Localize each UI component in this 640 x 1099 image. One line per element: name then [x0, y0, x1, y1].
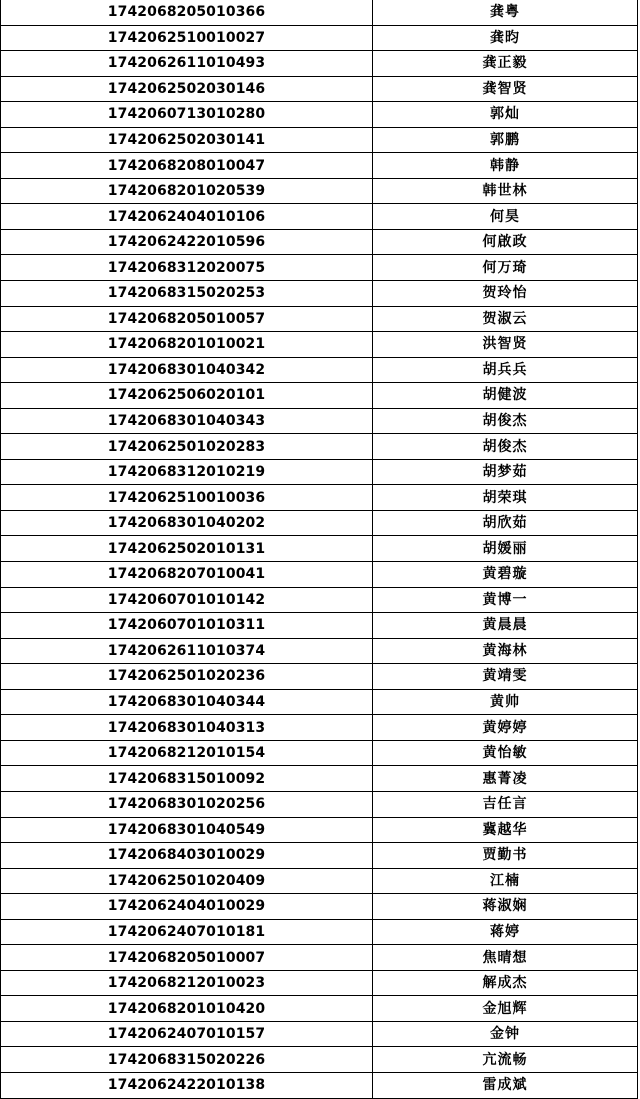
candidate-name-cell: 蒋婷 [373, 919, 638, 945]
candidate-id-cell: 1742068207010041 [1, 562, 373, 588]
candidate-name-cell: 胡媛丽 [373, 536, 638, 562]
candidate-name-cell: 龚正毅 [373, 51, 638, 77]
candidate-id-cell: 1742068201010420 [1, 996, 373, 1022]
candidate-id-cell: 1742068205010007 [1, 945, 373, 971]
candidate-id-cell: 1742060701010142 [1, 587, 373, 613]
table-row [1, 510, 638, 536]
candidate-name-cell: 吉任言 [373, 791, 638, 817]
candidate-id-cell: 1742062422010596 [1, 229, 373, 255]
candidate-id-cell: 1742068301040549 [1, 817, 373, 843]
table-row [1, 740, 638, 766]
candidate-name-cell: 金钟 [373, 1021, 638, 1047]
candidate-id-cell: 1742062502010131 [1, 536, 373, 562]
candidate-name-cell: 胡俊杰 [373, 434, 638, 460]
candidate-id-cell: 1742068205010057 [1, 306, 373, 332]
table-row [1, 485, 638, 511]
table-row [1, 766, 638, 792]
candidate-name-cell: 胡兵兵 [373, 357, 638, 383]
candidate-name-cell: 雷成斌 [373, 1072, 638, 1098]
candidate-id-cell: 1742062502030146 [1, 76, 373, 102]
candidate-id-cell: 1742062501020236 [1, 664, 373, 690]
table-row [1, 76, 638, 102]
candidate-name-cell: 金旭辉 [373, 996, 638, 1022]
candidate-name-cell: 冀越华 [373, 817, 638, 843]
candidate-id-cell: 1742068212010023 [1, 970, 373, 996]
candidate-id-cell: 1742068301040342 [1, 357, 373, 383]
candidate-name-cell: 惠菁凌 [373, 766, 638, 792]
candidate-id-cell: 1742068301020256 [1, 791, 373, 817]
candidate-id-cell: 1742062501020409 [1, 868, 373, 894]
candidate-id-cell: 1742068312010219 [1, 459, 373, 485]
candidate-name-cell: 解成杰 [373, 970, 638, 996]
table-row [1, 1047, 638, 1073]
table-row [1, 715, 638, 741]
table-row [1, 689, 638, 715]
table-row [1, 817, 638, 843]
candidate-id-cell: 1742060713010280 [1, 102, 373, 128]
candidate-name-cell: 黄怡敏 [373, 740, 638, 766]
candidate-id-cell: 1742068315020253 [1, 281, 373, 307]
table-row [1, 459, 638, 485]
candidate-name-cell: 何昊 [373, 204, 638, 230]
table-row [1, 153, 638, 179]
candidate-id-cell: 1742062404010106 [1, 204, 373, 230]
table-row [1, 919, 638, 945]
table-row [1, 613, 638, 639]
table-row [1, 664, 638, 690]
candidate-id-cell: 1742068403010029 [1, 843, 373, 869]
candidate-name-cell: 洪智贤 [373, 332, 638, 358]
candidate-name-cell: 黄靖雯 [373, 664, 638, 690]
candidate-id-cell: 1742060701010311 [1, 613, 373, 639]
table-row [1, 1021, 638, 1047]
table-row [1, 945, 638, 971]
table-row [1, 229, 638, 255]
candidate-name-cell: 胡梦茹 [373, 459, 638, 485]
table-row [1, 357, 638, 383]
table-row [1, 255, 638, 281]
candidate-name-cell: 焦晴想 [373, 945, 638, 971]
candidate-id-cell: 1742062407010157 [1, 1021, 373, 1047]
candidate-id-cell: 1742062407010181 [1, 919, 373, 945]
roster-table-body [1, 0, 638, 1098]
table-row [1, 562, 638, 588]
candidate-name-cell: 蒋淑娴 [373, 894, 638, 920]
candidate-name-cell: 黄碧璇 [373, 562, 638, 588]
table-row [1, 894, 638, 920]
candidate-id-cell: 1742062422010138 [1, 1072, 373, 1098]
table-row [1, 204, 638, 230]
candidate-name-cell: 胡健波 [373, 383, 638, 409]
candidate-id-cell: 1742062506020101 [1, 383, 373, 409]
candidate-id-cell: 1742068301040313 [1, 715, 373, 741]
candidate-name-cell: 黄海林 [373, 638, 638, 664]
table-row [1, 996, 638, 1022]
candidate-name-cell: 龚智贤 [373, 76, 638, 102]
candidate-id-cell: 1742062404010029 [1, 894, 373, 920]
table-row [1, 843, 638, 869]
candidate-name-cell: 亢流畅 [373, 1047, 638, 1073]
candidate-name-cell: 江楠 [373, 868, 638, 894]
table-row [1, 0, 638, 25]
candidate-name-cell: 何万琦 [373, 255, 638, 281]
candidate-name-cell: 贺玲怡 [373, 281, 638, 307]
table-row [1, 51, 638, 77]
candidate-name-cell: 龚粤 [373, 0, 638, 25]
candidate-name-cell: 郭鹏 [373, 127, 638, 153]
candidate-name-cell: 黄婷婷 [373, 715, 638, 741]
candidate-id-cell: 1742062611010493 [1, 51, 373, 77]
candidate-name-cell: 黄晨晨 [373, 613, 638, 639]
candidate-id-cell: 1742068301040343 [1, 408, 373, 434]
candidate-name-cell: 胡欣茹 [373, 510, 638, 536]
table-row [1, 178, 638, 204]
candidate-name-cell: 贾勤书 [373, 843, 638, 869]
table-row [1, 408, 638, 434]
candidate-id-cell: 1742068201020539 [1, 178, 373, 204]
candidate-name-cell: 韩静 [373, 153, 638, 179]
candidate-id-cell: 1742068201010021 [1, 332, 373, 358]
table-row [1, 970, 638, 996]
table-row [1, 306, 638, 332]
candidate-id-cell: 1742068301040202 [1, 510, 373, 536]
table-row [1, 1072, 638, 1098]
candidate-name-cell: 龚昀 [373, 25, 638, 51]
candidate-id-cell: 1742068208010047 [1, 153, 373, 179]
candidate-name-cell: 黄帅 [373, 689, 638, 715]
candidate-name-cell: 胡俊杰 [373, 408, 638, 434]
table-row [1, 791, 638, 817]
candidate-id-cell: 1742068315010092 [1, 766, 373, 792]
candidate-id-cell: 1742062611010374 [1, 638, 373, 664]
candidate-id-cell: 1742062501020283 [1, 434, 373, 460]
candidate-name-cell: 何啟政 [373, 229, 638, 255]
table-row [1, 332, 638, 358]
table-row [1, 587, 638, 613]
table-row [1, 638, 638, 664]
candidate-name-cell: 郭灿 [373, 102, 638, 128]
candidate-id-cell: 1742068312020075 [1, 255, 373, 281]
table-row [1, 127, 638, 153]
candidate-name-cell: 胡荣琪 [373, 485, 638, 511]
table-row [1, 868, 638, 894]
table-row [1, 434, 638, 460]
candidate-name-cell: 韩世林 [373, 178, 638, 204]
table-row [1, 25, 638, 51]
candidate-id-cell: 1742068315020226 [1, 1047, 373, 1073]
candidate-id-cell: 1742068301040344 [1, 689, 373, 715]
candidate-id-cell: 1742062502030141 [1, 127, 373, 153]
candidate-id-cell: 1742068212010154 [1, 740, 373, 766]
table-row [1, 102, 638, 128]
table-row [1, 383, 638, 409]
table-row [1, 281, 638, 307]
candidate-id-cell: 1742068205010366 [1, 0, 373, 25]
candidate-id-cell: 1742062510010036 [1, 485, 373, 511]
table-row [1, 536, 638, 562]
candidate-name-cell: 黄博一 [373, 587, 638, 613]
candidate-id-cell: 1742062510010027 [1, 25, 373, 51]
candidate-name-cell: 贺淑云 [373, 306, 638, 332]
